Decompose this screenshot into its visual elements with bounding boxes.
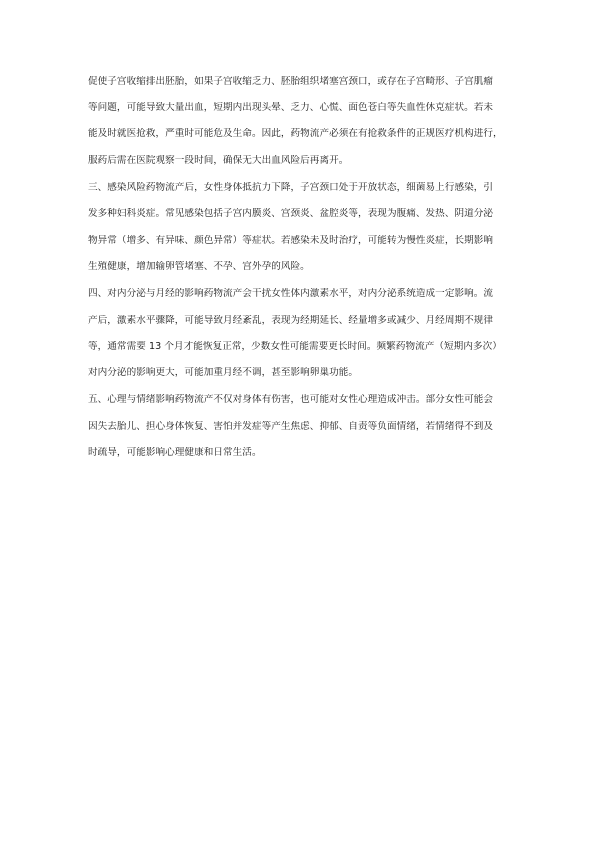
document-page bbox=[88, 76, 508, 458]
text-line: 等，通常需要 13 个月才能恢复正常，少数女性可能需要更长时间。频繁药物流产（短期内多次） bbox=[88, 340, 502, 352]
text-line: 等问题，可能导致大量出血，短期内出现头晕、乏力、心慌、面色苍白等失血性休克症状。若未 bbox=[88, 102, 494, 114]
text-line: 能及时就医抢救，严重时可能危及生命。因此，药物流产必须在有抢救条件的正规医疗机构进行， bbox=[88, 128, 503, 140]
text-line: 时疏导，可能影响心理健康和日常生活。 bbox=[88, 446, 262, 458]
text-line: 产后，激素水平骤降，可能导致月经紊乱，表现为经期延长、经量增多或减少、月经周期不规律 bbox=[88, 314, 494, 326]
text-line: 物异常（增多、有异味、颜色异常）等症状。若感染未及时治疗，可能转为慢性炎症，长期影响 bbox=[88, 234, 494, 246]
paragraph-endocrine-menstruation bbox=[88, 288, 508, 378]
text-line: 发多种妇科炎症。常见感染包括子宫内膜炎、宫颈炎、盆腔炎等，表现为腹痛、发热、阴道分泌 bbox=[88, 208, 494, 220]
text-line: 促使子宫收缩排出胚胎，如果子宫收缩乏力、胚胎组织堵塞宫颈口，或存在子宫畸形、子宫肌瘤 bbox=[88, 76, 494, 87]
section-heading-line: 三、感染风险药物流产后，女性身体抵抗力下降，子宫颈口处于开放状态，细菌易上行感染，引 bbox=[88, 182, 494, 194]
section-heading-line: 四、对内分泌与月经的影响药物流产会干扰女性体内激素水平，对内分泌系统造成一定影响。流 bbox=[88, 288, 494, 300]
text-line: 服药后需在医院观察一段时间，确保无大出血风险后再离开。 bbox=[88, 154, 349, 166]
text-line: 因失去胎儿、担心身体恢复、害怕并发症等产生焦虑、抑郁、自责等负面情绪，若情绪得不到及 bbox=[88, 420, 494, 432]
paragraph-psychological-impact bbox=[88, 394, 508, 457]
paragraph-hemorrhage bbox=[88, 76, 508, 166]
text-line: 生殖健康，增加输卵管堵塞、不孕、宫外孕的风险。 bbox=[88, 260, 310, 272]
text-line: 对内分泌的影响更大，可能加重月经不调，甚至影响卵巢功能。 bbox=[88, 366, 359, 378]
paragraph-infection-risk bbox=[88, 182, 508, 272]
section-heading-line: 五、心理与情绪影响药物流产不仅对身体有伤害，也可能对女性心理造成冲击。部分女性可能会 bbox=[88, 394, 494, 406]
